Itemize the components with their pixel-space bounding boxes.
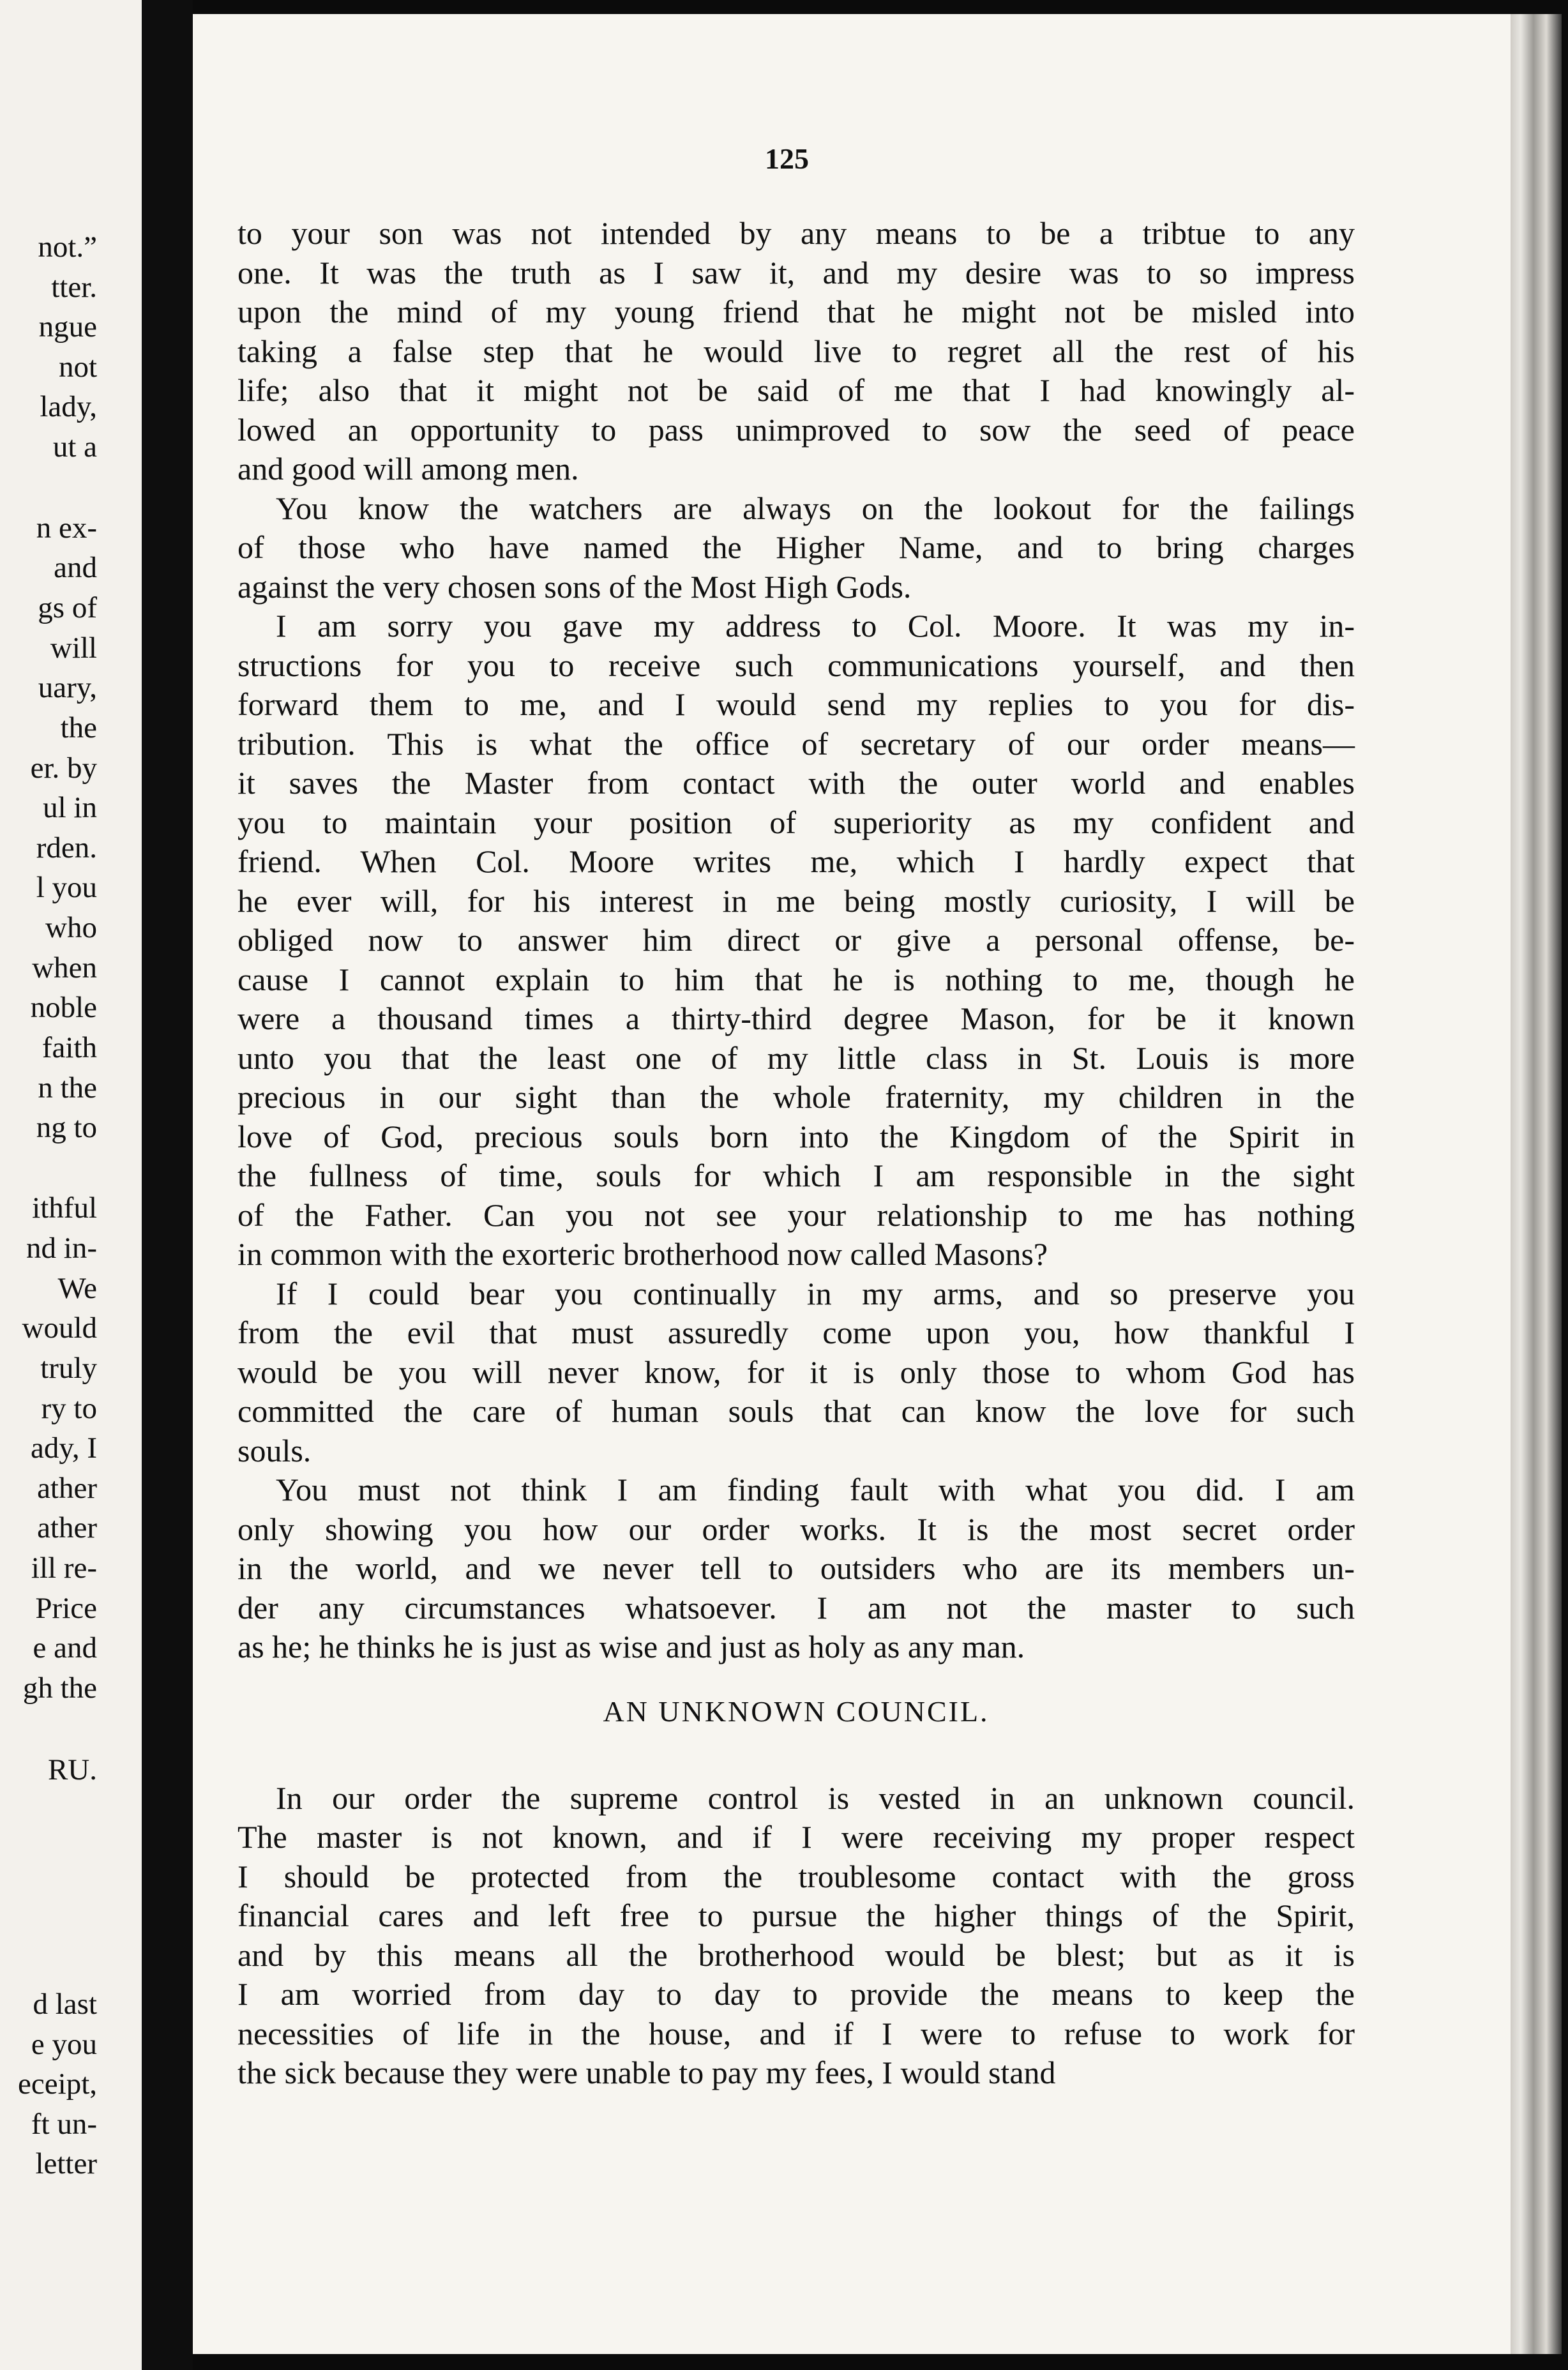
previous-page-line: letter <box>35 2147 97 2180</box>
text-line: in the world, and we never tell to outsiders who are its members un- <box>237 1550 1355 1586</box>
previous-page-line: e you <box>31 2028 97 2061</box>
text-line: to your son was not intended by any means to be a tribtue to any <box>237 215 1355 251</box>
previous-page-line: would <box>22 1311 97 1345</box>
previous-page-line: e and <box>33 1631 97 1664</box>
book-gutter <box>142 0 193 2370</box>
previous-page-line: ather <box>37 1472 97 1505</box>
previous-page-fragment <box>0 0 142 2370</box>
text-line: precious in our sight than the whole fraternity, my children in the <box>237 1079 1355 1115</box>
text-line: were a thousand times a thirty-third degree Mason, for be it known <box>237 1000 1355 1036</box>
previous-page-line: tter. <box>51 271 97 304</box>
previous-page-line: not.” <box>38 230 97 264</box>
previous-page-line: er. by <box>30 751 97 785</box>
previous-page-line: noble <box>30 991 97 1024</box>
text-line: obliged now to answer him direct or give a personal offense, be- <box>237 922 1355 958</box>
previous-page-line: and <box>54 551 97 584</box>
text-line: souls. <box>237 1432 312 1468</box>
text-line: friend. When Col. Moore writes me, which I hardly expect that <box>237 843 1355 879</box>
previous-page-line: We <box>57 1272 97 1305</box>
text-line: would be you will never know, for it is only those to whom God has <box>237 1354 1355 1390</box>
previous-page-line: l you <box>36 871 97 904</box>
text-line: lowed an opportunity to pass unimproved to sow the seed of peace <box>237 411 1355 448</box>
text-line: you to maintain your position of superiority as my confident and <box>237 804 1355 840</box>
previous-page-line: lady, <box>40 390 97 423</box>
previous-page-line: not <box>58 351 97 384</box>
previous-page-line: ather <box>37 1511 97 1544</box>
text-line: in common with the exorteric brotherhood now called Masons? <box>237 1236 1048 1272</box>
previous-page-line: uary, <box>38 671 97 704</box>
previous-page-line: gs of <box>38 591 97 624</box>
text-line: unto you that the least one of my little class in St. Louis is more <box>237 1039 1355 1076</box>
previous-page-line: who <box>45 911 97 944</box>
text-line: of those who have named the Higher Name, and to bring charges <box>237 529 1355 565</box>
text-line: der any circumstances whatsoever. I am not the master to such <box>237 1589 1355 1626</box>
previous-page-line: ng to <box>36 1111 97 1144</box>
text-line: against the very chosen sons of the Most High Gods. <box>237 568 912 605</box>
text-line: he ever will, for his interest in me being mostly curiosity, I will be <box>237 882 1355 919</box>
text-line: financial cares and left free to pursue the higher things of the Spirit, <box>237 1898 1355 1933</box>
text-line: tribution. This is what the office of secretary of our order means— <box>237 725 1355 762</box>
text-line: If I could bear you continually in my arms, and so preserve you <box>276 1275 1355 1311</box>
text-line: love of God, precious souls born into the Kingdom of the Spirit in <box>237 1118 1355 1154</box>
text-line: I should be protected from the troublesome contact with the gross <box>237 1858 1355 1894</box>
previous-page-line: RU. <box>47 1753 97 1786</box>
text-line: You must not think I am finding fault with what you did. I am <box>276 1472 1355 1507</box>
text-line: cause I cannot explain to him that he is nothing to me, though he <box>237 961 1355 997</box>
text-line: You know the watchers are always on the lookout for the failings <box>276 490 1355 526</box>
previous-page-line: nd in- <box>26 1232 97 1265</box>
previous-page-line: faith <box>41 1031 97 1064</box>
previous-page-line: ill re- <box>31 1551 97 1585</box>
previous-page-line: ngue <box>38 310 97 343</box>
previous-page-line: eceipt, <box>18 2067 97 2101</box>
text-line: from the evil that must assuredly come upon you, how thankful I <box>237 1315 1355 1350</box>
previous-page-line: the <box>60 711 97 744</box>
text-line: of the Father. Can you not see your relationship to me has nothing <box>237 1196 1355 1233</box>
text-line: committed the care of human souls that can know the love for such <box>237 1393 1355 1429</box>
text-line: and by this means all the brotherhood would be blest; but as it is <box>237 1936 1355 1973</box>
previous-page-line: d last <box>33 1988 97 2021</box>
text-line: one. It was the truth as I saw it, and my desire was to so impress <box>237 254 1355 291</box>
text-line: I am sorry you gave my address to Col. Moore. It was my in- <box>276 608 1355 644</box>
previous-page-line: n ex- <box>36 511 97 545</box>
previous-page-line: ut a <box>52 430 97 464</box>
previous-page-line: ry to <box>41 1392 97 1425</box>
text-line: necessities of life in the house, and if I were to refuse to work for <box>237 2015 1355 2051</box>
previous-page-line: ul in <box>43 791 97 824</box>
text-line: taking a false step that he would live to regret all the rest of his <box>237 333 1355 369</box>
text-line: the fullness of time, souls for which I am responsible in the sight <box>237 1158 1355 1193</box>
text-line: and good will among men. <box>237 451 579 487</box>
text-line: forward them to me, and I would send my replies to you for dis- <box>237 686 1355 722</box>
page-edge <box>1511 14 1562 2354</box>
text-line: as he; he thinks he is just as wise and just as holy as any man. <box>237 1629 1025 1664</box>
text-line: I am worried from day to day to provide the means to keep the <box>237 1976 1355 2012</box>
text-line: upon the mind of my young friend that he might not be misled into <box>237 294 1355 329</box>
previous-page-line: n the <box>38 1071 97 1105</box>
previous-page-line: when <box>32 951 97 985</box>
previous-page-line: ithful <box>32 1191 97 1225</box>
text-line: life; also that it might not be said of me that I had knowingly al- <box>237 372 1355 408</box>
previous-page-line: truly <box>40 1352 97 1385</box>
previous-page-line: gh the <box>22 1672 97 1705</box>
section-heading: AN UNKNOWN COUNCIL. <box>603 1694 990 1728</box>
text-line: In our order the supreme control is vested in an unknown council. <box>276 1779 1355 1816</box>
previous-page-line: rden. <box>36 831 97 864</box>
text-line: it saves the Master from contact with the outer world and enables <box>237 765 1355 801</box>
previous-page-line: ady, I <box>31 1431 97 1465</box>
text-line: only showing you how our order works. It is the most secret order <box>237 1511 1355 1547</box>
text-line: The master is not known, and if I were receiving my proper respect <box>237 1819 1355 1855</box>
previous-page-line: will <box>50 631 97 665</box>
previous-page-line: Price <box>35 1592 97 1625</box>
text-line: the sick because they were unable to pay my fees, I would stand <box>237 2055 1056 2090</box>
text-line: structions for you to receive such communications yourself, and then <box>237 647 1355 683</box>
page-number: 125 <box>765 142 809 175</box>
previous-page-line: ft un- <box>31 2108 97 2141</box>
